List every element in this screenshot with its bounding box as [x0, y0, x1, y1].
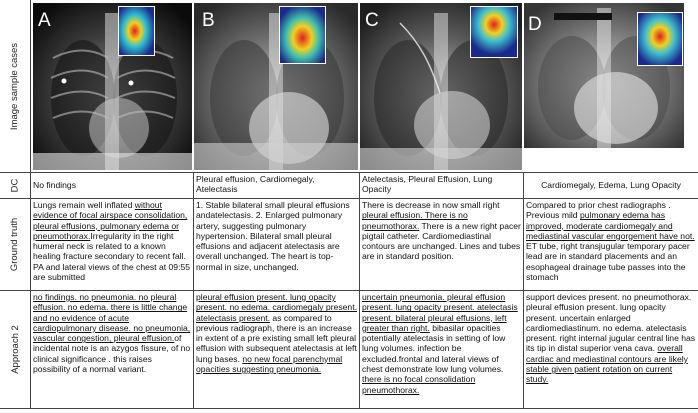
row-label-ground-truth: Ground truth: [9, 217, 21, 271]
heatmap-inset-b: [279, 6, 326, 64]
heatmap-inset-d: [637, 12, 683, 66]
gt-seg: without evidence of focal airspace consolidation, pleural effusions, pulmonary edema or pneumothorax.: [33, 200, 188, 241]
gt-seg: 1. Stable bilateral small pleural effusions andatelectasis. 2. Enlarged pulmonary artery, suggesting pulmonary hypertension. Bilateral small pleural effusions and adjacent atelectasis are overall unchanged. The heart is top-normal in size, unchanged.: [196, 200, 350, 272]
gt-seg: ET tube, right transjugular temporary pacer lead are in standard placements and an esophageal drainage tube passes into the stomach: [526, 241, 690, 283]
dc-text: Pleural effusion, Cardiomegaly, Atelectasis: [196, 174, 315, 195]
grid-line: [0, 408, 698, 409]
gt-seg: pleural effusion. There is no pneumothorax.: [362, 210, 468, 231]
gt-cell-d: [524, 199, 698, 290]
approach-seg: uncertain pneumonia. pleural effusion present. lung opacity present. atelectasis present. bilateral pleural effusions, left greater than right.: [362, 292, 518, 333]
approach-cell-d: [524, 291, 698, 408]
gt-seg: Compared to prior chest radiographs . Previous mild: [526, 200, 671, 221]
dc-text: Cardiomegaly, Edema, Lung Opacity: [541, 180, 681, 191]
gt-seg: Irregularity in the right humeral neck is related to a known healing fracture secondary to recent fall. PA and lateral views of the chest at 09:55 are submitted: [33, 230, 191, 283]
heatmap-inset-a: [118, 6, 155, 56]
approach-seg: no findings. no pneumonia. no pleural effusion. no edema. there is little change and no evidence of acute cardiopulmonary disease. no pneumonia, vascular congestion, pleural effusion.: [33, 292, 191, 344]
approach-seg: overall cardiac and mediastinal contours are likely stable given patient rotation on current study.: [526, 343, 688, 385]
approach-cell-b: [194, 291, 359, 408]
panel-letter-d: D: [528, 14, 542, 35]
approach-seg: pleural effusion present. lung opacity present. no edema. cardiomegaly present. atelectasis present.: [196, 292, 357, 323]
approach-seg: support devices present. no pneumothorax. pleural effusion present. lung opacity present. uncertain enlarged cardiomediastinum. no edema. atelectasis present. right internal jugular central line has its tip in distal superior vena cava.: [526, 292, 696, 354]
dc-text: No findings: [33, 180, 76, 191]
dc-cell-c: [360, 173, 523, 198]
gt-seg: Lungs remain well inflated: [33, 200, 135, 210]
gt-seg: There is decrease in now small right: [362, 200, 500, 210]
gt-cell-c: [360, 199, 523, 290]
panel-letter-b: B: [202, 10, 215, 31]
heatmap-inset-c: [470, 6, 518, 58]
approach-cell-a: [31, 291, 193, 408]
dc-cell-b: [194, 173, 359, 198]
gt-cell-a: [31, 199, 193, 290]
xray-image-a: [33, 3, 192, 170]
panel-letter-c: C: [365, 10, 379, 31]
approach-cell-c: [360, 291, 523, 408]
dc-cell-a: [31, 173, 193, 198]
row-label-images: Image sample cases: [9, 42, 21, 131]
row-label-approach: Approach 2: [9, 324, 21, 374]
panel-letter-a: A: [38, 10, 51, 31]
approach-seg: of incidental note is an azygos fissure, of no clinical significance . this raises possibility of a normal variant.: [33, 333, 191, 375]
gt-seg: There is a new right pacer pigtail catheter. Cardiomediastinal contours are unchanged. Lines and tubes are in standard position.: [362, 220, 521, 262]
gt-cell-b: [194, 199, 359, 290]
xray-image-b: [194, 3, 358, 170]
approach-seg: bibasilar opacities potentially atelectasis in setting of low lung volumes. infection be excluded.frontal and lateral views of chest demonstrate low lung volumes.: [362, 322, 506, 375]
row-label-dc: DC: [9, 178, 21, 192]
dc-cell-d: [524, 173, 698, 198]
approach-seg: no new focal parenchymal opacities suggesting pneumonia.: [196, 353, 343, 375]
gt-seg: pulmonary edema has improved, moderate cardiomegaly and mediastinal vascular engorgement have not.: [526, 210, 695, 241]
dc-text: Atelectasis, Pleural Effusion, Lung Opacity: [362, 174, 493, 195]
approach-seg: there is no focal consolidation pneumothorax.: [362, 374, 476, 395]
approach-seg: as compared to previous radiograph, there is an increase in extent of a pre existing small left pleural effusion with subsequent atelectasis at left lung bases.: [196, 312, 357, 364]
